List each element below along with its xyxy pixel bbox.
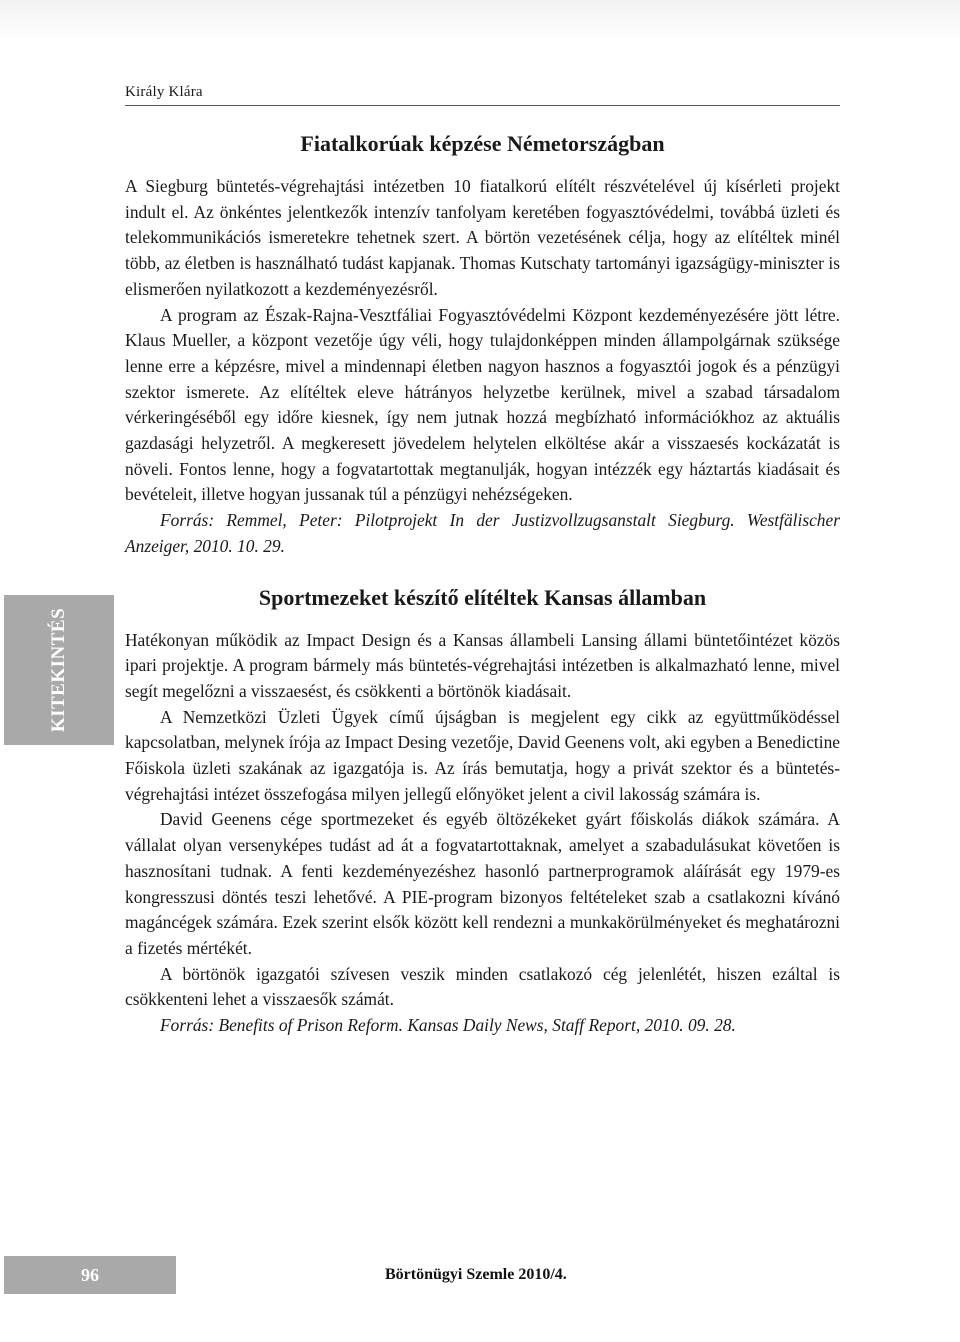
- side-tab-label: KITEKINTÉS: [48, 607, 69, 733]
- paragraph: A Nemzetközi Üzleti Ügyek című újságban is megjelent egy cikk az együttműködéssel kapcsolatban, melynek írója az Impact Desing vezetője, David Geenens volt, aki egyben a Benedictine Főiskola üzleti szakának az igazgatója is. Az írás bemutatja, hogy a privát szektor és a büntetés-végrehajtási intézet összefogása milyen jellegű előnyöket jelent a civil lakosság számára is.: [125, 706, 840, 804]
- paragraph: David Geenens cége sportmezeket és egyéb öltözékeket gyárt főiskolás diákok számára. A vállalat olyan versenyképes tudást ad át a fogvatartottaknak, amelyet a szabadulásukat követően is hasznosítani tudnak. A fenti kezdeményezéshez hasonló partnerprogramok aláírását egy 1979-es kongresszusi döntés teszi lehetővé. A PIE-program bizonyos feltételeket szab a csatlakozni kívánó magáncégek számára. Ezek szerint elsők között kell rendezni a munkakörülményeket és meghatározni a fizetés mértékét.: [125, 809, 840, 958]
- section-title-germany: Fiatalkorúak képzése Németországban: [300, 131, 665, 156]
- paragraph: A Siegburg büntetés-végrehajtási intézetben 10 fiatalkorú elítélt részvételével új kísérleti projekt indult el. Az önkéntes jelentkezők intenzív tanfolyam keretében fogyasztóvédelmi, továbbá üzleti és telekommunikációs ismeretekre tehetnek szert. A börtön vezetésének célja, hogy az elítéltek minél több, az életben is használható tudást kapjanak. Thomas Kutschaty tartományi igazságügy-miniszter is elismerően nyilatkozott a kezdeményezésről.: [125, 176, 840, 299]
- page-top-shade: [0, 0, 960, 40]
- page-number: 96: [81, 1264, 99, 1285]
- article-body: [125, 128, 840, 1039]
- paragraph: A program az Észak-Rajna-Vesztfáliai Fogyasztóvédelmi Központ kezdeményezésére jött létre. Klaus Mueller, a központ vezetője úgy véli, hogy tulajdonképpen minden állampolgárnak szüksége lenne erre a képzésre, mivel a mindennapi életben nagyon hasznos a fogyasztói jogok és a pénzügyi szektor ismerete. Az elítéltek eleve hátrányos helyzetbe kerülnek, mivel a szabad társadalom vérkeringéséből egy időre kiesnek, így nem jutnak hozzá megbízható információkhoz az aktuális gazdasági helyzetről. A megkeresett jövedelem helytelen elköltése akár a visszaesés kockázatát is növeli. Fontos lenne, hogy a fogvatartottak megtanulják, hogyan intézzék egy háztartás kiadásait és bevételeit, illetve hogyan jussanak túl a pénzügyi nehézségeken.: [125, 304, 840, 505]
- paragraph: Hatékonyan működik az Impact Design és a Kansas állambeli Lansing állami büntetőintézet közös ipari projektje. A program bármely más büntetés-végrehajtási intézetben is alkalmazható lenne, mivel segít megelőzni a visszaesést, és csökkenti a börtönök kiadásait.: [125, 629, 840, 701]
- footer-journal-title: Börtönügyi Szemle 2010/4.: [385, 1266, 567, 1283]
- source-citation: Forrás: Benefits of Prison Reform. Kansas Daily News, Staff Report, 2010. 09. 28.: [160, 1015, 736, 1036]
- section-title-kansas: Sportmezeket készítő elítéltek Kansas államban: [258, 584, 707, 610]
- running-header-author: Király Klára: [125, 84, 203, 100]
- section-side-tab: [4, 595, 114, 745]
- footer-page-band: [4, 1256, 176, 1294]
- header-divider: [125, 105, 840, 106]
- source-citation: Forrás: Remmel, Peter: Pilotprojekt In der Justizvollzugsanstalt Siegburg. Westfälischer Anzeiger, 2010. 10. 29.: [125, 510, 840, 556]
- paragraph: A börtönök igazgatói szívesen veszik minden csatlakozó cég jelenlétét, hiszen ezáltal is csökkenteni lehet a visszaesők számát.: [125, 963, 840, 1010]
